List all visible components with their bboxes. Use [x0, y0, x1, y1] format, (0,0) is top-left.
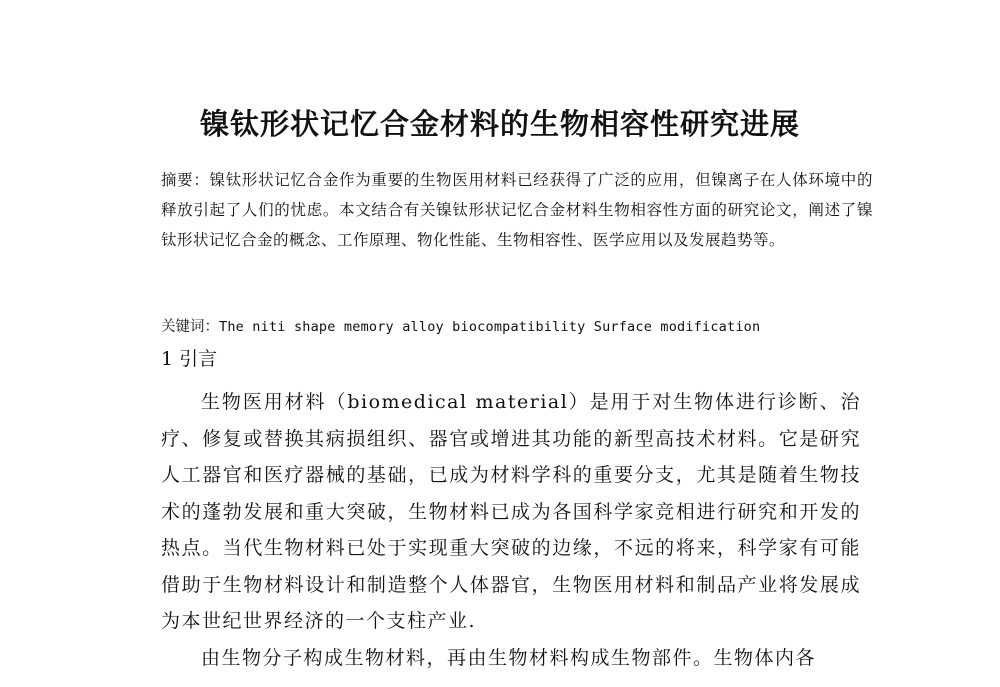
- section-heading: 1 引言: [161, 348, 218, 370]
- keywords-line: [161, 314, 881, 340]
- body-paragraph: 由生物分子构成生物材料，再由生物材料构成生物部件。生物体内各: [201, 647, 817, 669]
- keywords-label: 关键词：: [161, 319, 219, 335]
- paper-title: 镍钛形状记忆合金材料的生物相容性研究进展: [199, 107, 800, 141]
- body-paragraph: 生物医用材料（biomedical material）是用于对生物体进行诊断、治疗、修复或替换其病损组织、器官或增进其功能的新型高技术材料。它是研究人工器官和医疗器械的基础，已成为材料学科的重要分支，尤其是随着生物技术的蓬勃发展和重大突破，生物材料已成为各国科学家竞相进行研究和开发的热点。当代生物材料已处于实现重大突破的边缘，不远的将来，科学家有可能借助于生物材料设计和制造整个人体器官，生物医用材料和制品产业将发展成为本世纪世界经济的一个支柱产业.: [161, 391, 861, 632]
- keywords-value: The niti shape memory alloy biocompatibility Surface modification: [219, 319, 761, 335]
- abstract: 摘要：镍钛形状记忆合金作为重要的生物医用材料已经获得了广泛的应用，但镍离子在人体环境中的释放引起了人们的忧虑。本文结合有关镍钛形状记忆合金材料生物相容性方面的研究论文，阐述了镍钛形状记忆合金的概念、工作原理、物化性能、生物相容性、医学应用以及发展趋势等。: [161, 171, 873, 249]
